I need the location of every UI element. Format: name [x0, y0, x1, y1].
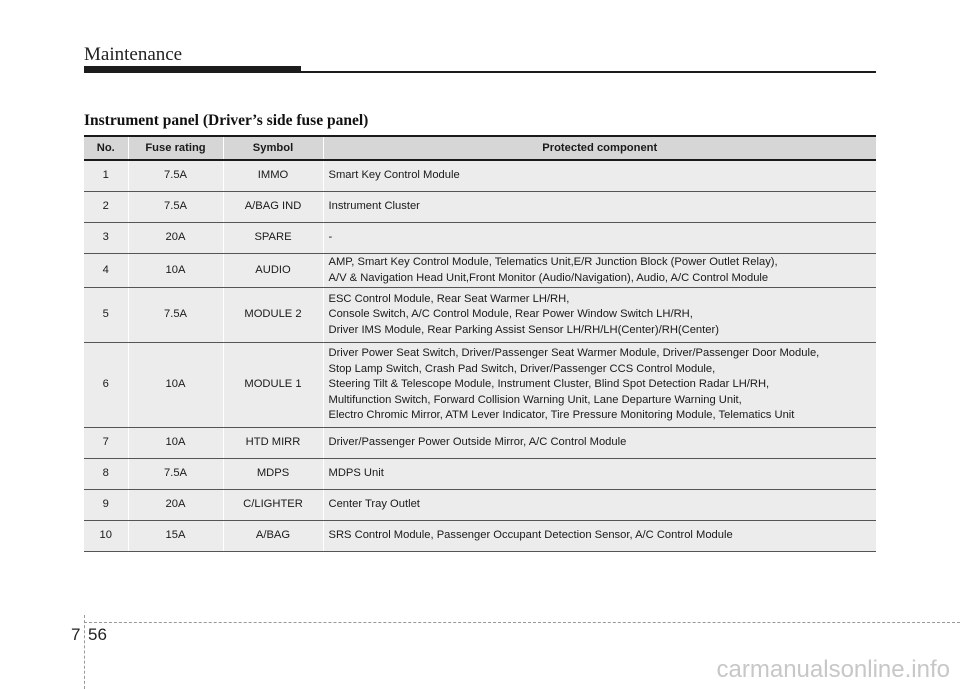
cell-no: 6 — [84, 343, 128, 428]
column-header-no: No. — [84, 136, 128, 160]
cell-fuse-rating: 10A — [128, 343, 223, 428]
table-row — [84, 428, 876, 459]
table-row — [84, 160, 876, 192]
table-row — [84, 288, 876, 343]
table-header-row — [84, 136, 876, 160]
cell-symbol: A/BAG IND — [223, 192, 323, 223]
table-row — [84, 192, 876, 223]
page-number: 56 — [88, 625, 107, 644]
footer-divider — [84, 622, 960, 623]
component-line: Driver Power Seat Switch, Driver/Passenger Seat Warmer Module, Driver/Passenger Door Module, — [328, 347, 820, 360]
cell-fuse-rating: 15A — [128, 521, 223, 552]
component-line: Multifunction Switch, Forward Collision Warning Unit, Lane Departure Warning Unit, — [328, 393, 742, 406]
table-row — [84, 459, 876, 490]
cell-no: 5 — [84, 288, 128, 343]
column-header-symbol: Symbol — [223, 136, 323, 160]
component-line: Smart Key Control Module — [328, 169, 460, 182]
component-line: SRS Control Module, Passenger Occupant Detection Sensor, A/C Control Module — [328, 529, 733, 542]
component-line: A/V & Navigation Head Unit,Front Monitor (Audio/Navigation), Audio, A/C Control Module — [328, 271, 769, 284]
cell-protected-component — [323, 223, 876, 254]
cell-symbol: HTD MIRR — [223, 428, 323, 459]
cell-fuse-rating: 10A — [128, 254, 223, 288]
component-line: Instrument Cluster — [328, 200, 420, 213]
header-rule-thick — [84, 66, 301, 73]
cell-no: 9 — [84, 490, 128, 521]
component-line: Center Tray Outlet — [328, 498, 420, 511]
cell-fuse-rating: 20A — [128, 490, 223, 521]
cell-no: 7 — [84, 428, 128, 459]
cell-symbol: SPARE — [223, 223, 323, 254]
cell-fuse-rating: 7.5A — [128, 192, 223, 223]
header-rule-thin — [301, 71, 876, 73]
component-line: Electro Chromic Mirror, ATM Lever Indicator, Tire Pressure Monitoring Module, Telematics Unit — [328, 409, 795, 422]
table-row — [84, 521, 876, 552]
component-line: Steering Tilt & Telescope Module, Instrument Cluster, Blind Spot Detection Radar LH/RH, — [328, 378, 770, 391]
chapter-number: 7 — [71, 625, 81, 644]
cell-symbol: MODULE 1 — [223, 343, 323, 428]
table-row — [84, 223, 876, 254]
component-line: Stop Lamp Switch, Crash Pad Switch, Driver/Passenger CCS Control Module, — [328, 362, 716, 375]
section-title: Maintenance — [84, 44, 183, 65]
cell-protected-component — [323, 459, 876, 490]
cell-protected-component — [323, 160, 876, 192]
cell-no: 4 — [84, 254, 128, 288]
cell-protected-component — [323, 288, 876, 343]
cell-fuse-rating: 10A — [128, 428, 223, 459]
cell-fuse-rating: 7.5A — [128, 288, 223, 343]
cell-symbol: A/BAG — [223, 521, 323, 552]
component-line: - — [328, 231, 333, 244]
cell-symbol: C/LIGHTER — [223, 490, 323, 521]
fuse-table-body — [84, 160, 876, 552]
component-line: MDPS Unit — [328, 467, 384, 480]
cell-protected-component — [323, 254, 876, 288]
component-line: Driver IMS Module, Rear Parking Assist Sensor LH/RH/LH(Center)/RH(Center) — [328, 323, 719, 336]
column-header-protected-component: Protected component — [323, 136, 876, 160]
fuse-table — [84, 135, 876, 552]
fuse-panel-heading: Instrument panel (Driver’s side fuse panel) — [84, 112, 369, 129]
cell-symbol: AUDIO — [223, 254, 323, 288]
cell-protected-component — [323, 428, 876, 459]
table-row — [84, 254, 876, 288]
cell-no: 1 — [84, 160, 128, 192]
cell-symbol: MDPS — [223, 459, 323, 490]
table-row — [84, 490, 876, 521]
component-line: AMP, Smart Key Control Module, Telematics Unit,E/R Junction Block (Power Outlet Relay), — [328, 256, 778, 268]
component-line: Driver/Passenger Power Outside Mirror, A/C Control Module — [328, 436, 627, 449]
cell-no: 10 — [84, 521, 128, 552]
cell-fuse-rating: 7.5A — [128, 160, 223, 192]
cell-protected-component — [323, 192, 876, 223]
cell-protected-component — [323, 490, 876, 521]
cell-protected-component — [323, 343, 876, 428]
watermark: carmanualsonline.info — [716, 656, 950, 683]
cell-symbol: IMMO — [223, 160, 323, 192]
cell-fuse-rating: 7.5A — [128, 459, 223, 490]
cell-no: 8 — [84, 459, 128, 490]
column-header-fuse-rating: Fuse rating — [128, 136, 223, 160]
cell-protected-component — [323, 521, 876, 552]
cell-no: 3 — [84, 223, 128, 254]
table-row — [84, 343, 876, 428]
component-line: Console Switch, A/C Control Module, Rear Power Window Switch LH/RH, — [328, 308, 693, 321]
component-line: ESC Control Module, Rear Seat Warmer LH/RH, — [328, 292, 570, 305]
footer-vertical-divider — [84, 615, 85, 689]
cell-symbol: MODULE 2 — [223, 288, 323, 343]
cell-fuse-rating: 20A — [128, 223, 223, 254]
cell-no: 2 — [84, 192, 128, 223]
